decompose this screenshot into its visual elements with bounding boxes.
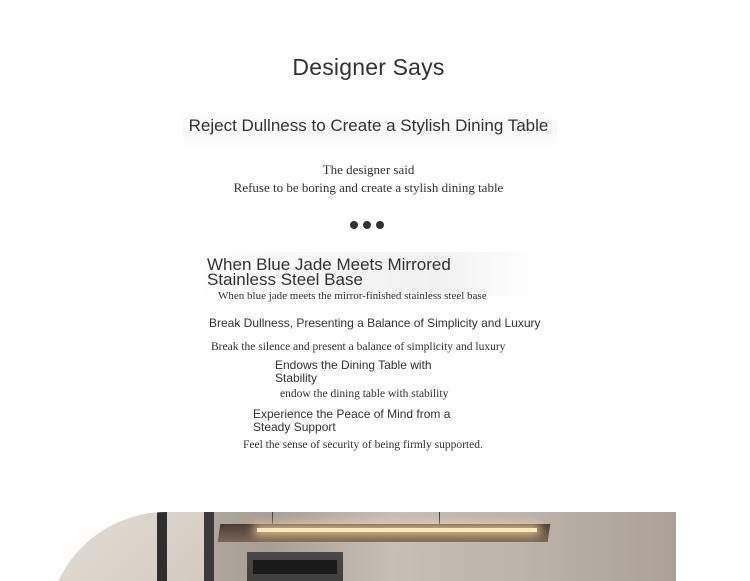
feature-item-support: [253, 408, 450, 434]
pendant-lamp: [218, 524, 551, 542]
feature-title-line-2: Stainless Steel Base: [207, 270, 363, 289]
photo-oven: [247, 552, 343, 581]
ellipsis-divider: [350, 221, 384, 229]
feature-item-support-translation: Feel the sense of security of being firmly supported.: [243, 439, 483, 451]
divider-dot: [350, 221, 358, 229]
feature-title-line-1: When Blue Jade Meets Mirrored: [207, 255, 451, 274]
photo-door-frame: [204, 512, 214, 581]
feature-item-stability: [275, 359, 432, 385]
feature-headline: Break Dullness, Presenting a Balance of Simplicity and Luxury: [209, 316, 541, 330]
oven-panel: [253, 560, 337, 574]
page-title: Designer Says: [292, 54, 445, 80]
photo-door-frame: [157, 512, 167, 581]
feature-item-stability-line-2: Stability: [275, 371, 318, 385]
photo-window: [47, 512, 207, 581]
section-subtitle: Reject Dullness to Create a Stylish Dining Table: [188, 116, 549, 135]
feature-title-translation: When blue jade meets the mirror-finished stainless steel base: [218, 290, 487, 302]
quote-line-2: Refuse to be boring and create a stylish dining table: [233, 180, 504, 195]
kitchen-product-photo: [47, 512, 676, 581]
feature-title: [207, 257, 507, 287]
divider-dot: [376, 221, 384, 229]
quote-line-1: The designer said: [322, 162, 415, 177]
feature-item-support-line-2: Steady Support: [253, 420, 336, 434]
feature-headline-translation: Break the silence and present a balance of simplicity and luxury: [211, 341, 506, 353]
feature-item-stability-translation: endow the dining table with stability: [280, 388, 449, 400]
feature-item-stability-line-1: Endows the Dining Table with: [275, 358, 432, 372]
feature-item-support-line-1: Experience the Peace of Mind from a: [253, 407, 451, 421]
lamp-glow: [257, 528, 537, 532]
divider-dot: [363, 221, 371, 229]
